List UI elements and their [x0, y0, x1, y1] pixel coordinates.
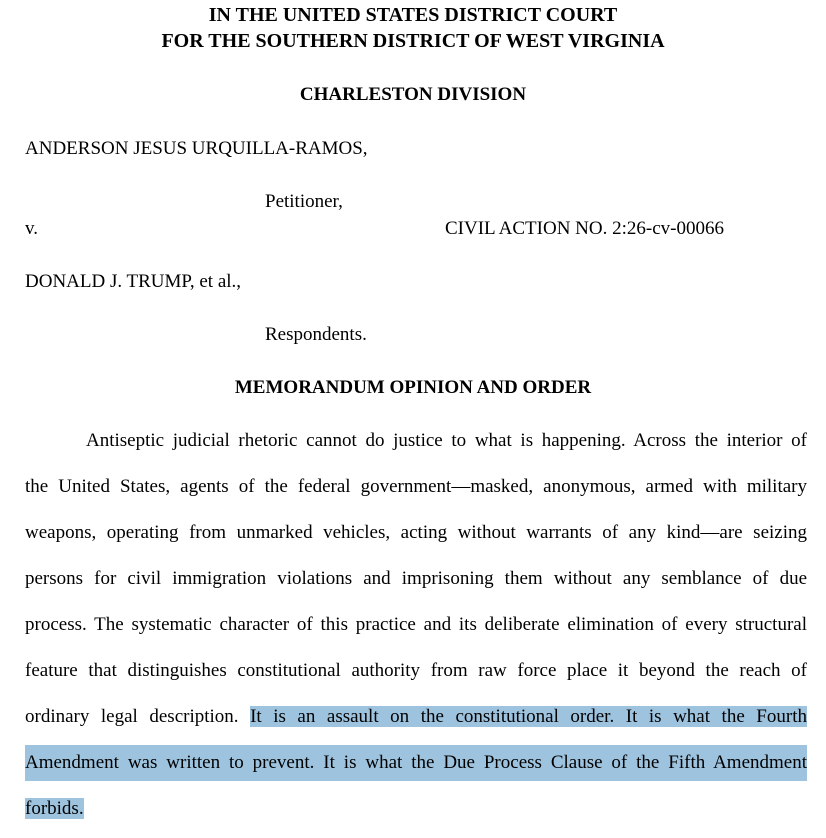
petitioner-role: Petitioner, [265, 191, 343, 212]
versus-label: v. [25, 218, 39, 239]
respondent-name: DONALD J. TRUMP, et al., [25, 271, 242, 292]
body-line: the United States, agents of the federal government—masked, anonymous, armed with military [25, 476, 807, 497]
civil-action-number: CIVIL ACTION NO. 2:26-cv-00066 [445, 218, 724, 239]
opinion-title: MEMORANDUM OPINION AND ORDER [234, 377, 592, 398]
highlighted-text: forbids. [25, 798, 84, 819]
highlighted-text: It is an assault on the constitutional order. It is what the Fourth [250, 706, 807, 727]
body-line: feature that distinguishes constitutional authority from raw force place it beyond the reach of [25, 660, 807, 681]
body-line: persons for civil immigration violations and imprisoning them without any semblance of due [25, 568, 807, 589]
body-line: process. The systematic character of this practice and its deliberate elimination of every structural [25, 614, 807, 635]
court-name-line-2: FOR THE SOUTHERN DISTRICT OF WEST VIRGINIA [161, 30, 665, 52]
highlighted-text: Amendment was written to prevent. It is what the Due Process Clause of the Fifth Amendment [25, 745, 807, 781]
body-line: weapons, operating from unmarked vehicles, acting without warrants of any kind—are seizing [25, 522, 807, 543]
body-line [25, 791, 807, 837]
body-line: ordinary legal description. It is an assault on the constitutional order. It is what the Fourth [25, 706, 807, 727]
body-line: Antiseptic judicial rhetoric cannot do justice to what is happening. Across the interior of [86, 430, 807, 451]
division-heading: CHARLESTON DIVISION [299, 84, 527, 105]
petitioner-name: ANDERSON JESUS URQUILLA-RAMOS, [25, 138, 368, 159]
court-name-line-1: IN THE UNITED STATES DISTRICT COURT [208, 4, 618, 26]
respondent-role: Respondents. [265, 324, 367, 345]
opinion-body [25, 423, 807, 837]
